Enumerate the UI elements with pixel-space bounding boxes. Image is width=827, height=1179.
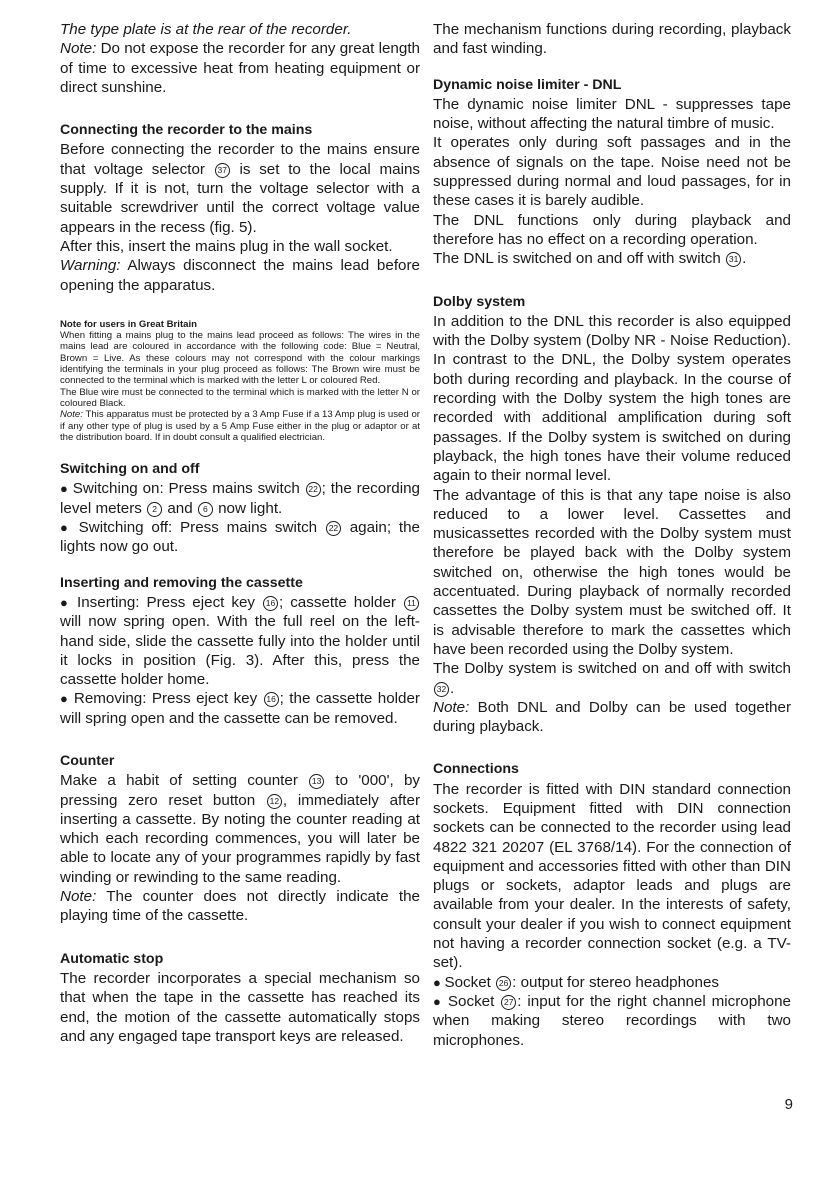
type-plate-text: The type plate is at the rear of the recorder. bbox=[60, 21, 352, 38]
socket-26: ● Socket 26 : output for stereo headphones bbox=[433, 973, 719, 991]
mechanism-intro: The mechanism functions during recording, playback and fast winding. bbox=[433, 21, 791, 58]
left-column bbox=[60, 20, 420, 1046]
dnl-paragraph-2: It operates only during soft passages and in the absence of signals on the tape. Noise need not be suppressed during normal and loud passages, for in these cases it is barely audible. bbox=[433, 134, 791, 210]
cassette-inserting: ● Inserting: Press eject key 16 ; cassette holder 11 will now spring open. With the full reel on the left-hand side, slide the cassette fully into the holder until it locks in position (Fig. 3). After this, press the cassette holder home. bbox=[60, 593, 420, 689]
dnl-heading: Dynamic noise limiter - DNL bbox=[433, 76, 622, 93]
heat-note: Note: Do not expose the recorder for any great length of time to excessive heat from heating equipment or direct sunshine. bbox=[60, 40, 420, 96]
right-column bbox=[433, 20, 791, 1050]
counter-note: Note: The counter does not directly indicate the playing time of the cassette. bbox=[60, 888, 420, 925]
gb-heading: Note for users in Great Britain bbox=[60, 318, 198, 330]
cassette-heading: Inserting and removing the cassette bbox=[60, 574, 303, 591]
gb-paragraph-1: When fitting a mains plug to the mains lead proceed as follows: The wires in the mains lead are coloured in accordance with the following code: Blue = Neutral, Brown = Live. As these colours may not correspond with the colour markings identifying the terminals in your plug proceed as follows: The Brown wire must be connected to the terminal which is marked with the letter L or coloured Red. bbox=[60, 330, 420, 387]
switching-off: ● Switching off: Press mains switch 22 again; the lights now go out. bbox=[60, 519, 420, 556]
bullet-icon: ● bbox=[433, 974, 445, 990]
dnl-paragraph-3: The DNL functions only during playback and therefore has no effect on a recording operation. bbox=[433, 211, 791, 248]
page-number: 9 bbox=[784, 1096, 793, 1113]
dolby-note: Note: Both DNL and Dolby can be used together during playback. bbox=[433, 698, 791, 736]
counter-heading: Counter bbox=[60, 752, 115, 769]
dnl-paragraph-4: The DNL is switched on and off with switch 31 . bbox=[433, 250, 747, 268]
bullet-icon: ● bbox=[60, 520, 79, 536]
switching-heading: Switching on and off bbox=[60, 461, 200, 478]
mains-paragraph-2: After this, insert the mains plug in the wall socket. bbox=[60, 237, 393, 255]
mains-heading: Connecting the recorder to the mains bbox=[60, 122, 313, 139]
dolby-paragraph-3: The Dolby system is switched on and off with switch 32 . bbox=[433, 660, 791, 697]
bullet-icon: ● bbox=[60, 594, 78, 610]
bullet-icon: ● bbox=[60, 481, 73, 497]
voltage-selector-ref: 37 bbox=[215, 163, 230, 178]
dnl-paragraph-1: The dynamic noise limiter DNL - suppresses tape noise, without affecting the natural timbre of music. bbox=[433, 95, 791, 133]
switching-on: ● Switching on: Press mains switch 22 ; the recording level meters 2 and 6 now light. bbox=[60, 480, 420, 517]
socket-27: ● Socket 27 : input for the right channel microphone when making stereo recordings with two microphones. bbox=[433, 992, 791, 1049]
counter-paragraph: Make a habit of setting counter 13 to '000', by pressing zero reset button 12 , immediately after inserting a cassette. By noting the counter reading at which each recording commences, you will later be able to locate any of your programmes rapidly by fast winding or rewinding to the same reading. bbox=[60, 772, 420, 886]
bullet-icon: ● bbox=[60, 691, 74, 707]
dolby-paragraph-1: In addition to the DNL this recorder is also equipped with the Dolby system (Dolby NR - Noise Reduction). In contrast to the DNL, the Dolby system operates both during recording and playback. In the course of recording with the Dolby system the high tones are recorded with additional amplification during soft passages. If the Dolby system is switched on during playback, the high tones have their volume reduced again to their normal level. bbox=[433, 312, 791, 485]
bullet-icon: ● bbox=[433, 993, 448, 1009]
connections-paragraph: The recorder is fitted with DIN standard connection sockets. Equipment fitted with DIN connection sockets can be connected to the recorder using lead 4822 321 20207 (EL 3768/14). For the connection of equipment and accessories fitted with other than DIN plugs or sockets, adaptor leads and plugs are available from your dealer. In the interests of safety, consult your dealer if you wish to connect equipment not having a recorder connection socket (e.g. a TV-set). bbox=[433, 780, 791, 972]
mains-paragraph-1: Before connecting the recorder to the mains ensure that voltage selector 37 is set to the local mains supply. If it is not, turn the voltage selector with a suitable screwdriver until the correct voltage value appears in the recess (fig. 5). bbox=[60, 141, 420, 236]
autostop-paragraph: The recorder incorporates a special mechanism so that when the tape in the cassette has reached its end, the motion of the cassette automatically stops and any engaged tape transport keys are released. bbox=[60, 969, 420, 1045]
autostop-heading: Automatic stop bbox=[60, 950, 164, 967]
dolby-heading: Dolby system bbox=[433, 293, 526, 310]
gb-paragraph-2: The Blue wire must be connected to the terminal which is marked with the letter N or coloured Black. bbox=[60, 386, 420, 409]
gb-note: Note: This apparatus must be protected by a 3 Amp Fuse if a 13 Amp plug is used or if any other type of plug is used by a 5 Amp Fuse either in the plug or adaptor or at the distribution board. If in doubt consult a qualified electrician. bbox=[60, 409, 420, 443]
cassette-removing: ● Removing: Press eject key 16 ; the cassette holder will spring open and the cassette can be removed. bbox=[60, 690, 420, 727]
connections-heading: Connections bbox=[433, 761, 519, 778]
mains-warning: Warning: Always disconnect the mains lead before opening the apparatus. bbox=[60, 257, 420, 294]
dolby-paragraph-2: The advantage of this is that any tape noise is also reduced to a lower level. Cassettes and musicassettes recorded with the Dolby system must therefore be played back with the Dolby system switched on, otherwise the high tones would be accentuated. During playback of normally recorded cassettes the Dolby system must be switched off. It is advisable therefore to mark the cassettes which have been recorded using the Dolby system. bbox=[433, 486, 791, 658]
